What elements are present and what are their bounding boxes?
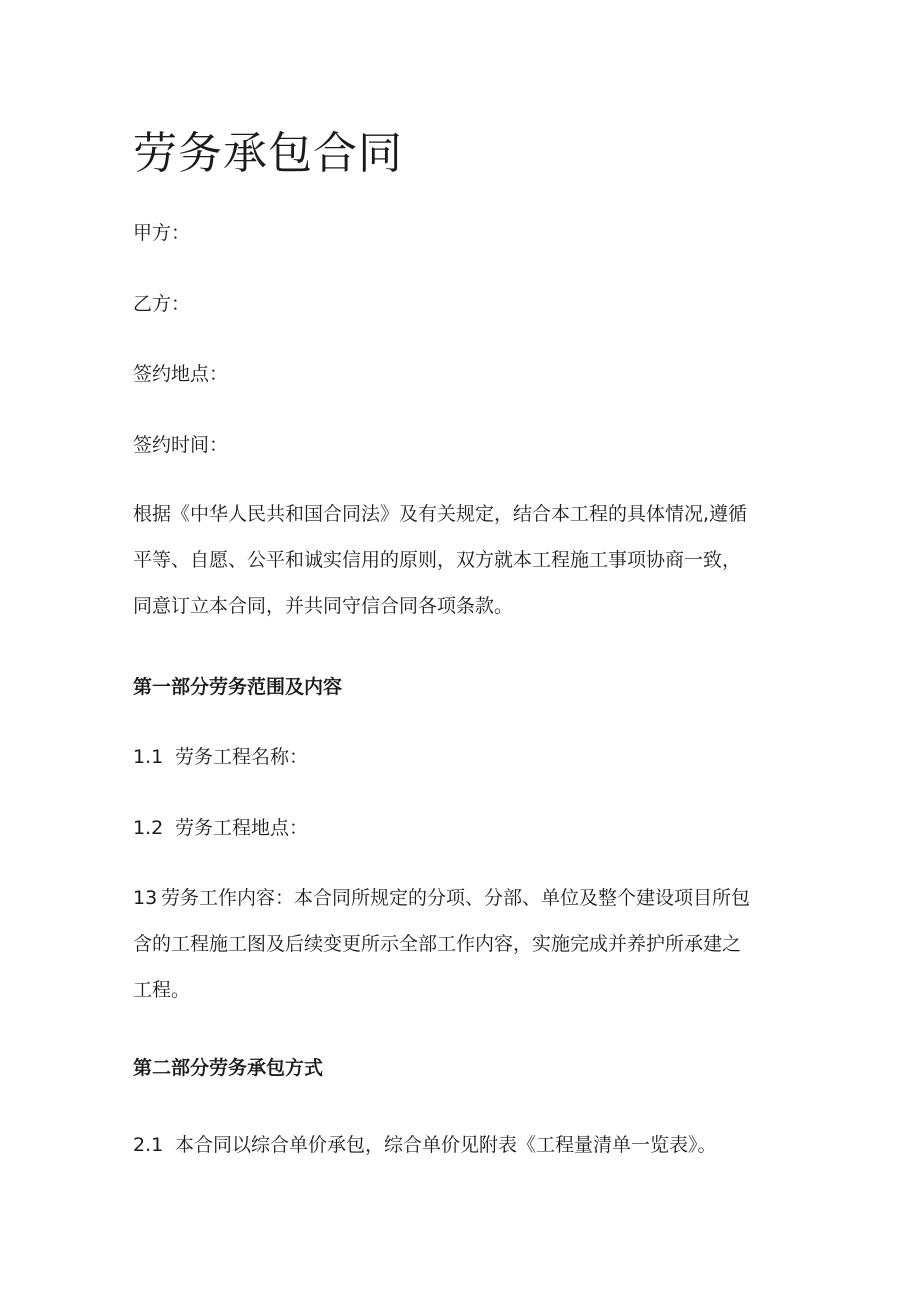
preamble-paragraph: [133, 491, 798, 629]
clause-1-3: [133, 875, 798, 1013]
section2-heading: 第二部分劳务承包方式: [133, 1057, 324, 1079]
clause-1-1-text: 劳务工程名称：: [175, 746, 309, 768]
clause-1-2-number: 1.2: [133, 817, 164, 839]
sign-time-label: 签约时间：: [133, 434, 229, 456]
clause-1-3-number: 13: [133, 887, 158, 909]
clause-1-3-text-1: 劳务工作内容：本合同所规定的分项、分部、单位及整个建设项目所包: [161, 887, 751, 909]
clause-2-1-text: 本合同以综合单价承包，综合单价见附表《工程量清单一览表》。: [175, 1134, 717, 1156]
clause-1-2-text: 劳务工程地点：: [175, 817, 309, 839]
clause-1-3-line-2: 含的工程施工图及后续变更所示全部工作内容，实施完成并养护所承建之: [133, 933, 742, 955]
section1-heading: 第一部分劳务范围及内容: [133, 676, 343, 698]
party-b-label: 乙方：: [133, 293, 191, 315]
preamble-line-3: 同意订立本合同，并共同守信合同各项条款。: [133, 595, 514, 617]
clause-1-3-line-3: 工程。: [133, 979, 191, 1001]
preamble-line-2: 平等、自愿、公平和诚实信用的原则，双方就本工程施工事项协商一致，: [133, 549, 742, 571]
clause-1-1: [133, 745, 308, 769]
clause-1-2: [133, 816, 308, 840]
clause-1-1-number: 1.1: [133, 746, 164, 768]
party-a-label: 甲方：: [133, 222, 191, 244]
preamble-line-1: 根据《中华人民共和国合同法》及有关规定，结合本工程的具体情况,遵循: [133, 503, 748, 525]
sign-place-label: 签约地点：: [133, 363, 229, 385]
clause-2-1: [133, 1133, 717, 1157]
clause-2-1-number: 2.1: [133, 1134, 164, 1156]
clause-1-3-line-1: [133, 875, 798, 921]
document-title: 劳务承包合同: [133, 128, 403, 179]
